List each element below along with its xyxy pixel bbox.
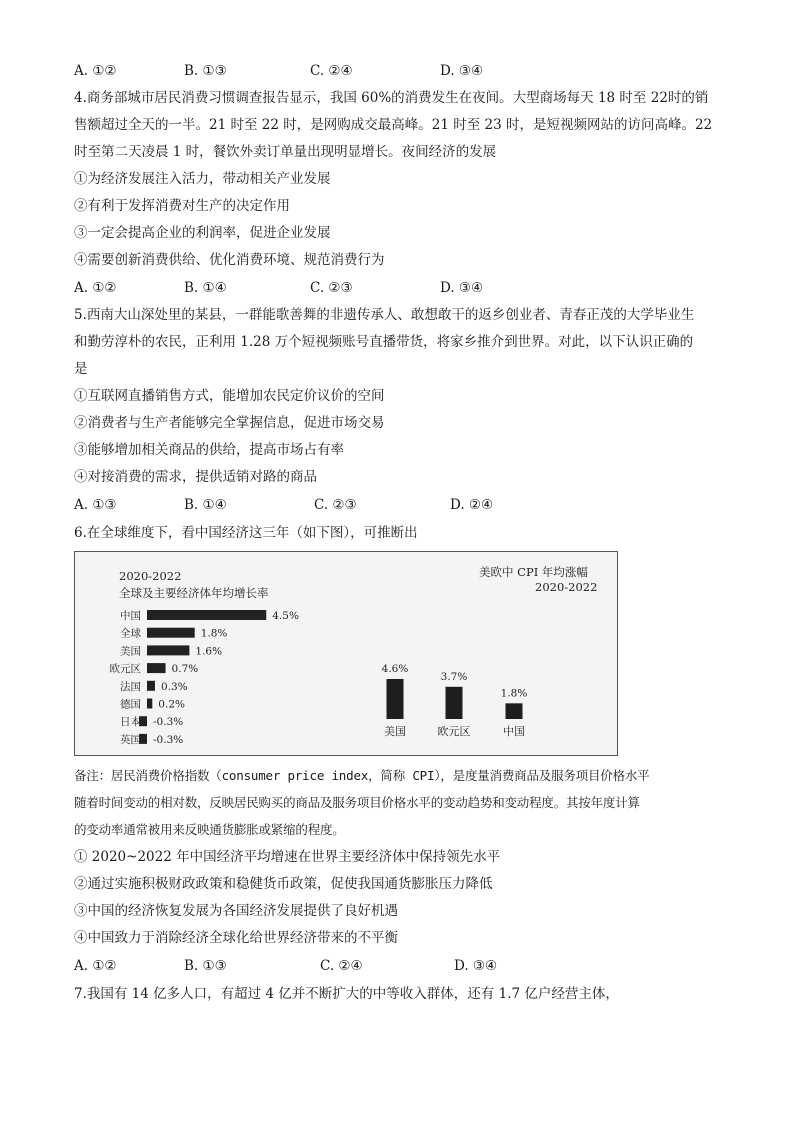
left-bar-5 — [147, 699, 152, 709]
left-bar-4 — [147, 681, 155, 691]
right-bar-2 — [506, 703, 523, 719]
q4-item-2: ②有利于发挥消费对生产的决定作用 — [74, 198, 290, 214]
left-category-label-6: 日本 — [120, 716, 141, 729]
q3-option-a[interactable]: A. ①② — [74, 63, 117, 79]
q6-item-1: ① 2020~2022 年中国经济平均增速在世界主要经济体中保持领先水平 — [74, 849, 501, 865]
left-value-label-0: 4.5% — [272, 610, 299, 622]
right-category-label-0: 美国 — [384, 725, 406, 738]
right-value-label-1: 3.7% — [440, 670, 468, 683]
q6-figure — [74, 551, 618, 756]
q6-item-4: ④中国致力于消除经济全球化给世界经济带来的不平衡 — [74, 930, 398, 946]
q5-stem-line-2: 和勤劳淳朴的农民，正利用 1.28 万个短视频账号直播带货，将家乡推介到世界。对此，以下认识正确的 — [74, 334, 694, 350]
right-category-label-1: 欧元区 — [437, 725, 471, 738]
right-category-label-2: 中国 — [503, 725, 525, 738]
q6-item-2: ②通过实施积极财政政策和稳健货币政策，促使我国通货膨胀压力降低 — [74, 876, 493, 892]
left-category-label-5: 德国 — [120, 698, 141, 711]
right-chart-title: 美欧中 CPI 年均涨幅 — [479, 565, 588, 579]
q3-option-d[interactable]: D. ③④ — [440, 63, 484, 79]
q5-option-b[interactable]: B. ①④ — [184, 497, 227, 513]
left-value-label-5: 0.2% — [158, 698, 185, 711]
right-bar-1 — [446, 687, 463, 719]
left-bar-2 — [147, 645, 189, 655]
q6-option-d[interactable]: D. ③④ — [454, 958, 498, 974]
q4-stem-line-1: 4.商务部城市居民消费习惯调查报告显示，我国 60%的消费发生在夜间。大型商场每天 18 时至 22时的销 — [74, 90, 709, 106]
q6-option-a[interactable]: A. ①② — [74, 958, 117, 974]
q4-stem-line-2: 售额超过全天的一半。21 时至 22 时，是网购成交最高峰。21 时至 23 时，是短视频网站的访问高峰。22 — [74, 117, 713, 133]
right-value-label-0: 4.6% — [381, 662, 409, 675]
q5-item-1: ①互联网直播销售方式，能增加农民定价议价的空间 — [74, 388, 385, 404]
q6-note-line-3: 的变动率通常被用来反映通货膨胀或紧缩的程度。 — [74, 822, 345, 837]
q4-stem-line-3: 时至第二天凌晨 1 时，餐饮外卖订单量出现明显增长。夜间经济的发展 — [74, 144, 497, 160]
left-value-label-2: 1.6% — [195, 645, 223, 658]
left-category-label-2: 美国 — [120, 645, 141, 658]
q5-option-d[interactable]: D. ②④ — [450, 497, 494, 513]
left-bar-0 — [147, 610, 266, 620]
q6-option-c[interactable]: C. ②④ — [320, 958, 363, 974]
q5-option-c[interactable]: C. ②③ — [314, 497, 357, 513]
q4-item-3: ③一定会提高企业的利润率，促进企业发展 — [74, 225, 331, 241]
left-value-label-1: 1.8% — [200, 627, 228, 640]
left-category-label-3: 欧元区 — [109, 663, 141, 676]
left-category-label-0: 中国 — [120, 610, 141, 622]
left-category-label-4: 法国 — [120, 680, 141, 693]
q5-stem-line-1: 5.西南大山深处里的某县，一群能歌善舞的非遗传承人、敢想敢干的返乡创业者、青春正茂的大学毕业生 — [74, 307, 695, 323]
q5-stem-line-3: 是 — [74, 361, 88, 377]
left-value-label-4: 0.3% — [160, 680, 188, 693]
q6-note-line-2: 随着时间变动的相对数，反映居民购买的商品及服务项目价格水平的变动趋势和变动程度。其按年度计算 — [74, 795, 640, 810]
q4-item-4: ④需要创新消费供给、优化消费环境、规范消费行为 — [74, 252, 385, 268]
q4-option-b[interactable]: B. ①④ — [184, 280, 227, 296]
q3-option-c[interactable]: C. ②④ — [310, 63, 353, 79]
q6-option-b[interactable]: B. ①③ — [184, 958, 227, 974]
q4-item-1: ①为经济发展注入活力，带动相关产业发展 — [74, 171, 331, 187]
left-value-label-3: 0.7% — [171, 663, 199, 676]
left-chart-title: 2020-2022 — [119, 569, 182, 583]
q4-option-c[interactable]: C. ②③ — [310, 280, 353, 296]
q6-note-line-1: 备注：居民消费价格指数（consumer price index，简称 CPI），是度量消费商品及服务项目价格水平 — [74, 768, 650, 783]
right-chart-subtitle: 2020-2022 — [535, 580, 598, 594]
q7-stem: 7.我国有 14 亿多人口，有超过 4 亿并不断扩大的中等收入群体，还有 1.7 亿户经营主体， — [74, 986, 619, 1002]
left-chart-subtitle: 全球及主要经济体年均增长率 — [119, 586, 269, 600]
left-value-label-7: -0.3% — [153, 733, 184, 746]
left-category-label-1: 全球 — [120, 627, 141, 640]
left-bar-3 — [147, 663, 166, 673]
right-bar-0 — [387, 679, 404, 719]
q5-item-2: ②消费者与生产者能够完全掌握信息，促进市场交易 — [74, 415, 385, 431]
q5-item-4: ④对接消费的需求，提供适销对路的商品 — [74, 469, 317, 485]
left-bar-1 — [147, 628, 195, 638]
q3-option-b[interactable]: B. ①③ — [184, 63, 227, 79]
right-value-label-2: 1.8% — [500, 687, 528, 700]
q6-item-3: ③中国的经济恢复发展为各国经济发展提供了良好机遇 — [74, 903, 398, 919]
q4-option-a[interactable]: A. ①② — [74, 280, 117, 296]
q5-option-a[interactable]: A. ①③ — [74, 497, 117, 513]
left-category-label-7: 英国 — [120, 733, 141, 746]
q6-chart-svg — [75, 552, 617, 755]
q6-stem: 6.在全球维度下，看中国经济这三年（如下图），可推断出 — [74, 525, 418, 541]
q5-item-3: ③能够增加相关商品的供给，提高市场占有率 — [74, 442, 344, 458]
left-value-label-6: -0.3% — [153, 716, 184, 729]
q4-option-d[interactable]: D. ③④ — [440, 280, 484, 296]
